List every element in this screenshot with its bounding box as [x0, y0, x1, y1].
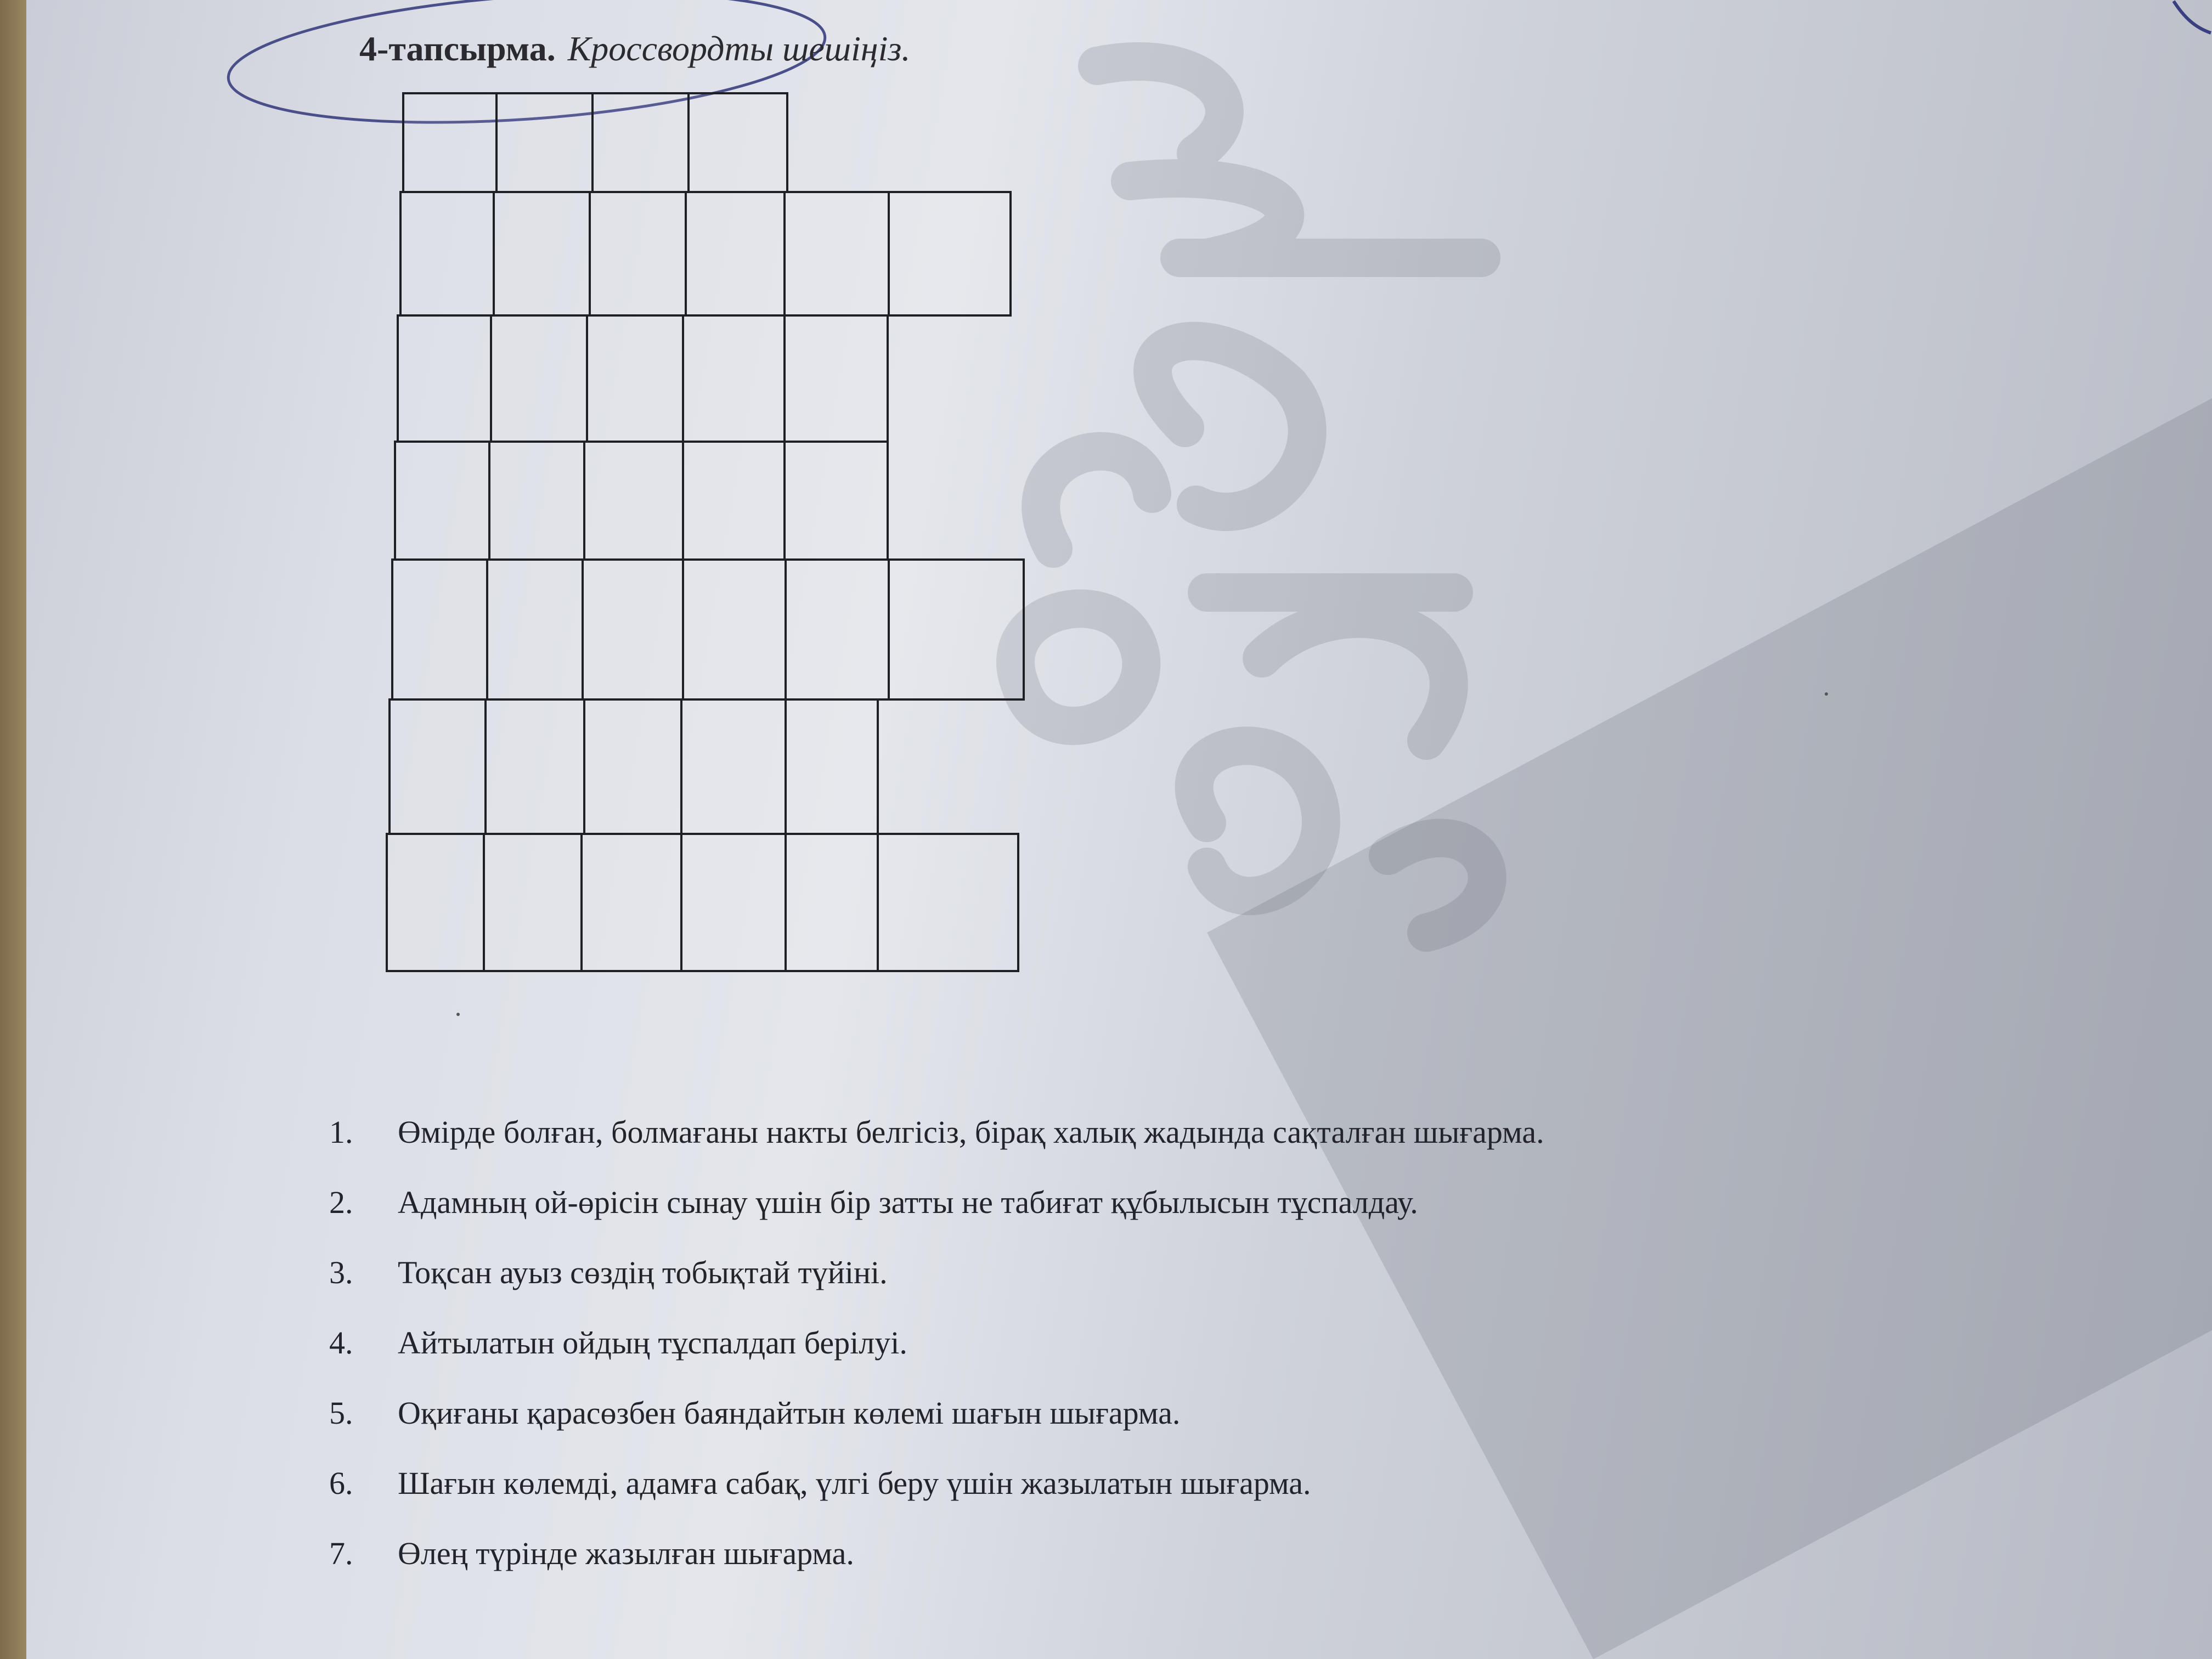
crossword-cell[interactable] [786, 560, 889, 699]
crossword-cell[interactable] [686, 192, 785, 315]
crossword-cell[interactable] [491, 315, 587, 442]
crossword-cell[interactable] [785, 192, 889, 315]
paper-speck [456, 1013, 460, 1016]
crossword-cell[interactable] [484, 834, 582, 971]
crossword-cell[interactable] [587, 315, 683, 442]
crossword-cell[interactable] [584, 442, 683, 560]
crossword-cell[interactable] [889, 192, 1011, 315]
crossword-cell[interactable] [387, 834, 484, 971]
crossword-cell[interactable] [683, 442, 785, 560]
paper-speck [1825, 692, 1828, 696]
crossword-cell[interactable] [395, 442, 489, 560]
crossword-cell[interactable] [590, 192, 686, 315]
crossword-cell[interactable] [681, 834, 786, 971]
crossword-cell[interactable] [398, 315, 491, 442]
crossword-cell[interactable] [683, 560, 786, 699]
crossword-cell[interactable] [786, 699, 878, 834]
clue-text: Оқиғаны қарасөзбен баяндайтын көлемі шағын шығарма. [398, 1395, 1181, 1431]
crossword-cell[interactable] [496, 93, 592, 192]
clue-number: 2. [329, 1184, 353, 1220]
clue-text: Өлең түрінде жазылған шығарма. [398, 1536, 854, 1571]
task-instruction: Кроссвордты шешіңіз. [567, 29, 911, 68]
clue-number: 3. [329, 1255, 353, 1290]
crossword-cell[interactable] [494, 192, 590, 315]
clue-number: 1. [329, 1114, 353, 1150]
clue-number: 6. [329, 1465, 353, 1501]
crossword-cell[interactable] [878, 834, 1018, 971]
crossword-cell[interactable] [487, 560, 583, 699]
crossword-cell[interactable] [786, 834, 878, 971]
crossword-cell[interactable] [582, 834, 681, 971]
crossword-cell[interactable] [390, 699, 486, 834]
crossword-cell[interactable] [592, 93, 689, 192]
clue-number: 7. [329, 1536, 353, 1571]
crossword-cell[interactable] [785, 315, 888, 442]
clue-number: 4. [329, 1325, 353, 1361]
clue-text: Тоқсан ауыз сөздің тобықтай түйіні. [398, 1255, 888, 1290]
crossword-cell[interactable] [689, 93, 787, 192]
clue-text: Адамның ой-өрісін сынау үшін бір затты не табиғат құбылысын тұспалдау. [398, 1184, 1418, 1220]
crossword-cell[interactable] [785, 442, 888, 560]
crossword-cell[interactable] [400, 192, 494, 315]
crossword-cell[interactable] [583, 560, 683, 699]
crossword-cell[interactable] [681, 699, 786, 834]
crossword-cell[interactable] [584, 699, 681, 834]
clue-text: Айтылатын ойдың тұспалдап берілуі. [398, 1325, 907, 1361]
crossword-cell[interactable] [683, 315, 785, 442]
clue-text: Өмірде болған, болмағаны накты белгісіз, бірақ халық жадында сақталған шығарма. [398, 1114, 1544, 1150]
clue-number: 5. [329, 1395, 353, 1431]
crossword-cell[interactable] [486, 699, 584, 834]
task-number: 4-тапсырма. [359, 29, 556, 68]
clue-text: Шағын көлемді, адамға сабақ, үлгі беру үшін жазылатын шығарма. [398, 1465, 1311, 1501]
crossword-cell[interactable] [489, 442, 584, 560]
crossword-cell[interactable] [889, 560, 1024, 699]
crossword-cell[interactable] [403, 93, 496, 192]
crossword-cell[interactable] [392, 560, 487, 699]
